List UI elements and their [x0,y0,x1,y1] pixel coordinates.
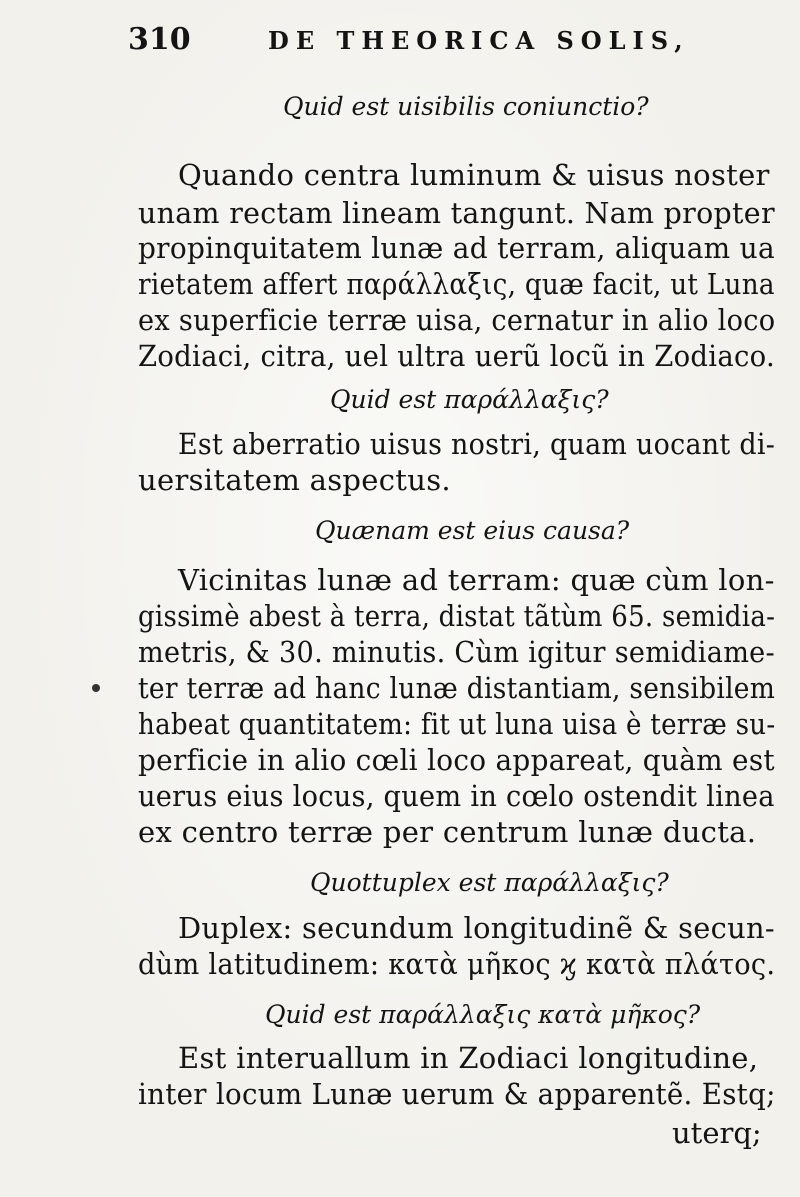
text-line: propinquitatem lunæ ad terram, aliquam ua [138,231,775,265]
running-head: DE THEORICA SOLIS, [268,26,690,55]
text-line: uerus eius locus, quem in cœlo ostendit linea [138,779,775,813]
margin-dot [92,684,100,692]
text-line: Est interuallum in Zodiaci longitudine, [178,1041,759,1075]
text-line: Quando centra luminum & uisus noster [178,158,770,192]
text-line: habeat quantitatem: fit ut luna uisa è terræ su- [138,707,776,741]
text-line: Duplex: secundum longitudinẽ & secun- [178,911,775,945]
text-line: uersitatem aspectus. [138,463,451,497]
question-heading: Quid est uisibilis coniunctio? [283,92,649,121]
question-heading: Quænam est eius causa? [315,516,630,545]
text-line: perficie in alio cœli loco appareat, quàm est [138,743,775,777]
question-heading: Quottuplex est παράλλαξις? [310,868,669,897]
catchword: uterq; [672,1116,762,1150]
text-line: ex centro terræ per centrum lunæ ducta. [138,815,757,849]
text-line: rietatem affert παράλλαξις, quæ facit, ut Luna [138,267,775,301]
text-line: Est aberratio uisus nostri, quam uocant di- [178,427,776,461]
text-line: metris, & 30. minutis. Cùm igitur semidiame- [138,635,775,669]
text-line: Vicinitas lunæ ad terram: quæ cùm lon- [178,563,775,597]
text-line: Zodiaci, citra, uel ultra uerũ locũ in Zodiaco. [138,339,776,373]
page-number: 310 [128,22,191,57]
text-line: dùm latitudinem: κατὰ μῆκος ϗ κατὰ πλάτος. [138,947,776,981]
text-line: unam rectam lineam tangunt. Nam propter [138,196,775,230]
question-heading: Quid est παράλλαξις? [330,385,609,414]
text-line: inter locum Lunæ uerum & apparentẽ. Estq; [138,1077,776,1111]
text-line: gissimè abest à terra, distat tãtùm 65. semidia- [138,599,776,633]
question-heading: Quid est παράλλαξις κατὰ μῆκος? [265,1000,701,1029]
text-line: ex superficie terræ uisa, cernatur in alio loco [138,303,776,337]
text-line: ter terræ ad hanc lunæ distantiam, sensibilem [138,671,776,705]
page-header [128,22,688,62]
